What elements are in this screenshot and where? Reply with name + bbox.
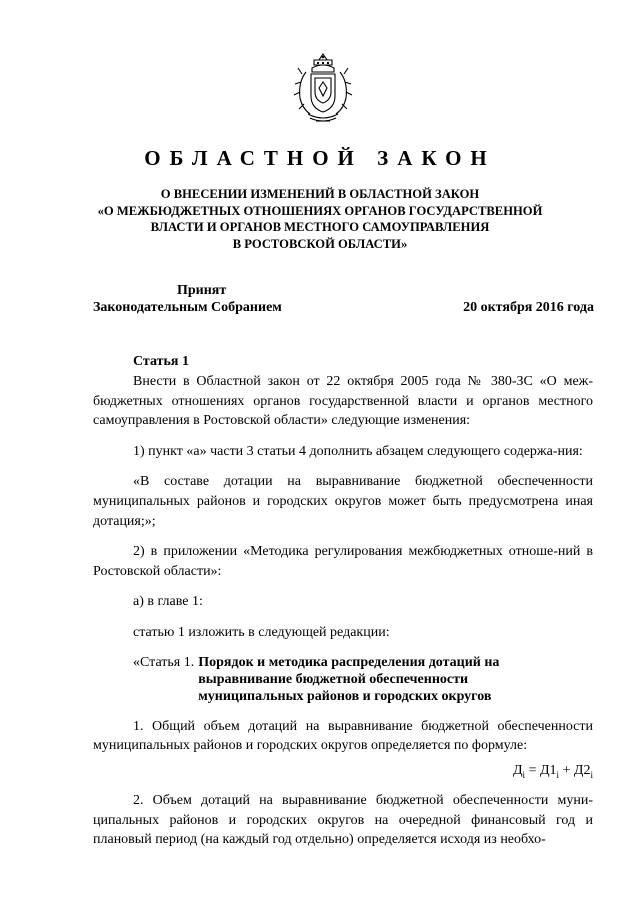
document-title: ОБЛАСТНОЙ ЗАКОН — [144, 146, 496, 170]
quoted-article-name — [194, 654, 499, 705]
quoted-article-name-line: выравнивание бюджетной обеспеченности — [198, 671, 469, 687]
subtitle-line: ВЛАСТИ И ОРГАНОВ МЕСТНОГО САМОУПРАВЛЕНИЯ — [150, 220, 490, 234]
paragraph: 2) в приложении «Методика регулирования межбюджетных отноше-ний в Ростовской области»: — [93, 544, 593, 579]
quoted-article-name-line: Порядок и методика распределения дотаций на — [198, 654, 500, 670]
article-heading: Статья 1 — [133, 354, 189, 369]
paragraph: 2. Объем дотаций на выравнивание бюджетной обеспеченности муни-ципальных районов и городских округов на очередной финансовый год и плановый период (на каждый год отдельно) определяется исходя из необхо- — [93, 793, 593, 848]
document-subtitle — [60, 186, 580, 252]
paragraph: 1. Общий объем дотаций на выравнивание бюджетной обеспеченности муниципальных районов и городских округов определяется по формуле: — [93, 718, 593, 754]
formula — [93, 761, 593, 785]
quoted-article-number: «Статья 1. — [133, 654, 195, 670]
paragraph: статью 1 изложить в следующей редакции: — [133, 624, 390, 640]
subtitle-line: «О МЕЖБЮДЖЕТНЫХ ОТНОШЕНИЯХ ОРГАНОВ ГОСУДАРСТВЕННОЙ — [97, 203, 543, 218]
formula-subscript: i — [522, 769, 526, 780]
quoted-article-title — [133, 654, 593, 705]
formula-term: + Д2 — [559, 762, 591, 778]
rostov-oblast-coat-of-arms-icon — [292, 52, 354, 124]
adoption-body: Законодательным Собранием — [93, 300, 282, 315]
paragraph: Внести в Областной закон от 22 октября 2005 года № 380-ЗС «О меж-бюджетных отношениях органов государственной власти и органов местного самоуправления в Ростовской области» следующие изменения: — [93, 374, 593, 429]
quoted-article-name-line: муниципальных районов и городских округов — [198, 688, 492, 704]
formula-term: Д — [512, 762, 523, 778]
subtitle-line: О ВНЕСЕНИИ ИЗМЕНЕНИЙ В ОБЛАСТНОЙ ЗАКОН — [160, 187, 480, 201]
formula-subscript: i — [556, 769, 560, 780]
formula-subscript: i — [590, 769, 593, 780]
adoption-label: Принят — [177, 283, 227, 298]
formula-term: = Д1 — [525, 762, 557, 778]
paragraph: а) в главе 1: — [133, 594, 203, 610]
article-body — [93, 372, 593, 861]
subtitle-line: В РОСТОВСКОЙ ОБЛАСТИ» — [232, 236, 408, 251]
adoption-date: 20 октября 2016 года — [463, 300, 594, 315]
paragraph: «В составе дотации на выравнивание бюджетной обеспеченности муниципальных районов и городских округов может быть предусмотрена иная дотация;»; — [93, 474, 593, 529]
paragraph: 1) пункт «а» части 3 статьи 4 дополнить абзацем следующего содержа-ния: — [133, 443, 583, 459]
